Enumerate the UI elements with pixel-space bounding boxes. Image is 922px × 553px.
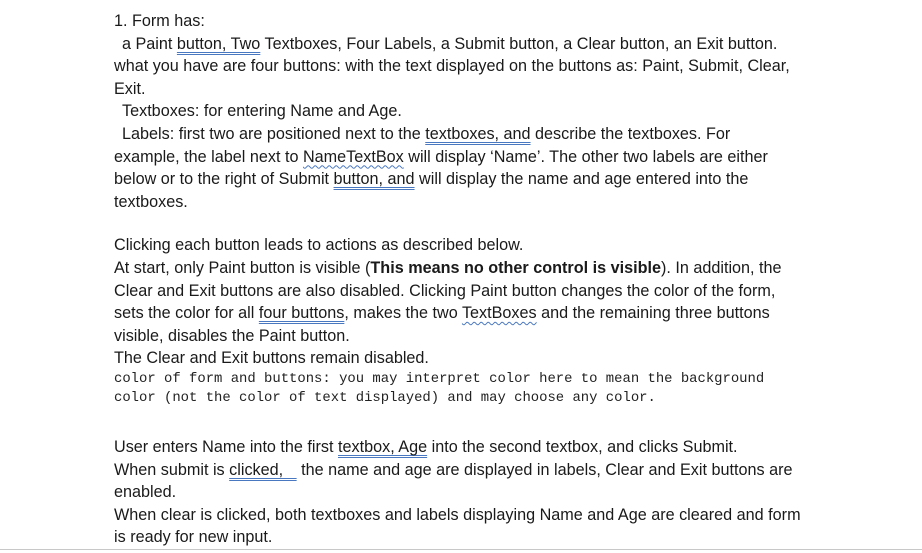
line-textboxes-end: [114, 191, 854, 214]
page-bottom-divider: [0, 549, 922, 550]
text: 1. Form has:: [114, 12, 205, 30]
line-clear-exit-disabled: [114, 280, 854, 303]
line-remain-disabled: [114, 347, 854, 370]
line-actions-intro: [114, 234, 854, 257]
line-label-example: [114, 146, 854, 169]
monospace-note-line-1: [114, 370, 854, 390]
monospace-note-line-2: [114, 389, 854, 409]
line-user-enters: [114, 436, 854, 459]
spelling-flag-text: NameTextBox: [302, 147, 404, 166]
text: Labels: first two are positioned next to the: [122, 124, 426, 143]
text: is ready for new input.: [114, 528, 273, 547]
text: what you have are four buttons: with the text displayed on the buttons as: Paint, Submit, Clear,: [114, 57, 790, 76]
spelling-flag-text: TextBoxes: [461, 304, 537, 323]
text: enabled.: [114, 483, 177, 502]
text: At start, only Paint button is visible (: [114, 258, 371, 277]
grammar-flag-text: textboxes, and: [425, 124, 531, 143]
text: Clear and Exit buttons are also disabled. Clicking Paint button changes the color of the form,: [114, 281, 776, 300]
text: below or to the right of Submit: [114, 170, 334, 189]
line-enabled: [114, 481, 854, 504]
text: Textboxes: for entering Name and Age.: [122, 102, 402, 121]
line-textboxes: [114, 100, 854, 123]
grammar-flag-text: button, and: [333, 170, 415, 189]
text: will display ‘Name’. The other two labels are either: [403, 147, 768, 166]
grammar-flag-text: textbox, Age: [338, 437, 428, 456]
line-form-components: [114, 33, 854, 56]
text: describe the textboxes. For: [530, 124, 731, 143]
line-labels: [114, 123, 854, 146]
text: color of form and buttons: you may interpret color here to mean the background: [114, 370, 765, 387]
text: will display the name and age entered into the: [414, 170, 749, 189]
text: Exit.: [114, 79, 146, 98]
line-heading: [114, 10, 854, 33]
text: When clear is clicked, both textboxes and labels displaying Name and Age are cleared and form: [114, 505, 801, 524]
text: textboxes.: [114, 192, 188, 211]
text: , makes the two: [344, 304, 462, 323]
blank-line: [114, 213, 854, 234]
text: sets the color for all: [114, 304, 259, 323]
text: visible, disables the Paint button.: [114, 326, 350, 345]
text: into the second textbox, and clicks Submit.: [427, 437, 738, 456]
text: example, the label next to: [114, 147, 303, 166]
line-exit: [114, 78, 854, 101]
bold-text: This means no other control is visible: [370, 258, 661, 277]
line-at-start: [114, 257, 854, 280]
line-clear-clicked: [114, 504, 854, 527]
text: ). In addition, the: [660, 258, 782, 277]
grammar-flag-text: clicked,: [229, 460, 297, 479]
text: color (not the color of text displayed) and may choose any color.: [114, 390, 656, 407]
text: a Paint: [122, 34, 177, 53]
text: the name and age are displayed in labels, Clear and Exit buttons are: [296, 460, 793, 479]
text: The Clear and Exit buttons remain disabled.: [114, 349, 429, 368]
line-submit-clicked: [114, 459, 854, 482]
grammar-flag-text: four buttons: [258, 304, 345, 323]
grammar-flag-text: button, Two: [176, 34, 261, 53]
line-label-position: [114, 168, 854, 191]
text: User enters Name into the first: [114, 437, 339, 456]
line-ready: [114, 526, 854, 549]
text: Textboxes, Four Labels, a Submit button, a Clear button, an Exit button.: [260, 34, 778, 53]
text: When submit is: [114, 460, 230, 479]
text: and the remaining three buttons: [536, 304, 770, 323]
line-visible-disable: [114, 325, 854, 348]
document-body: [114, 10, 854, 549]
line-four-buttons: [114, 55, 854, 78]
text: Clicking each button leads to actions as described below.: [114, 236, 524, 255]
line-paint-effects: [114, 302, 854, 325]
blank-line: [114, 409, 854, 430]
